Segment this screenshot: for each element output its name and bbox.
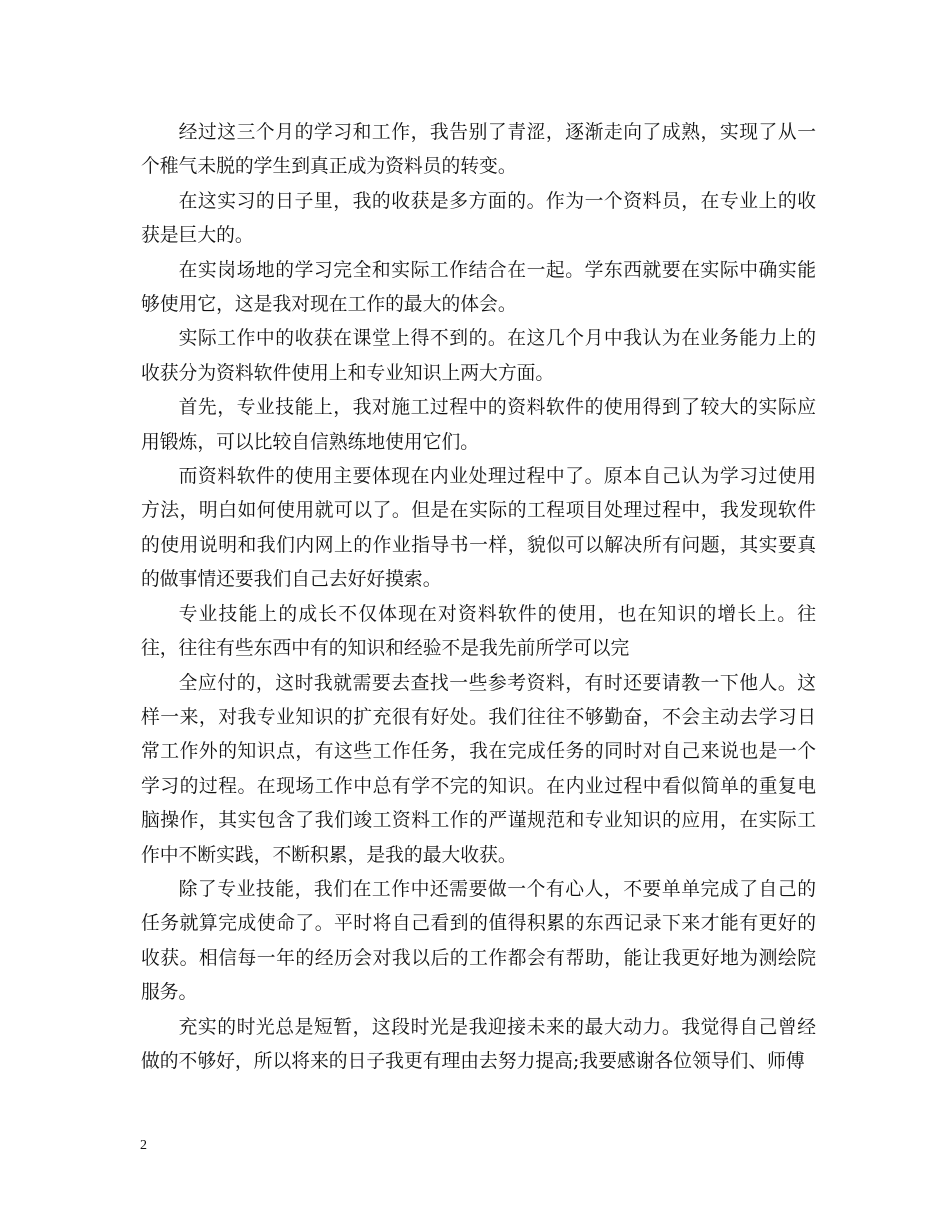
page-number: 2 <box>140 1138 147 1153</box>
paragraph: 除了专业技能，我们在工作中还需要做一个有心人，不要单单完成了自己的任务就算完成使命了。平时将自己看到的值得积累的东西记录下来才能有更好的收获。相信每一年的经历会对我以后的工作都会有帮助，能让我更好地为测绘院服务。 <box>141 878 816 1004</box>
paragraph: 在实岗场地的学习完全和实际工作结合在一起。学东西就要在实际中确实能够使用它，这是我对现在工作的最大的体会。 <box>141 259 816 316</box>
paragraph: 充实的时光总是短暂，这段时光是我迎接未来的最大动力。我觉得自己曾经做的不够好，所以将来的日子我更有理由去努力提高;我要感谢各位领导们、师傅 <box>141 1016 816 1072</box>
paragraph: 实际工作中的收获在课堂上得不到的。在这几个月中我认为在业务能力上的收获分为资料软件使用上和专业知识上两大方面。 <box>141 328 816 384</box>
paragraph: 经过这三个月的学习和工作，我告别了青涩，逐渐走向了成熟，实现了从一个稚气未脱的学生到真正成为资料员的转变。 <box>141 122 816 178</box>
paragraph: 首先，专业技能上，我对施工过程中的资料软件的使用得到了较大的实际应用锻炼，可以比较自信熟练地使用它们。 <box>141 397 816 453</box>
document-body <box>141 116 816 1079</box>
paragraph: 在这实习的日子里，我的收获是多方面的。作为一个资料员，在专业上的收获是巨大的。 <box>141 190 816 247</box>
paragraph: 而资料软件的使用主要体现在内业处理过程中了。原本自己认为学习过使用方法，明白如何使用就可以了。但是在实际的工程项目处理过程中，我发现软件的使用说明和我们内网上的作业指导书一样，貌似可以解决所有问题，其实要真的做事情还要我们自己去好好摸索。 <box>141 466 816 591</box>
paragraph: 全应付的，这时我就需要去查找一些参考资料，有时还要请教一下他人。这样一来，对我专业知识的扩充很有好处。我们往往不够勤奋，不会主动去学习日常工作外的知识点，有这些工作任务，我在完成任务的同时对自己来说也是一个学习的过程。在现场工作中总有学不完的知识。在内业过程中看似简单的重复电脑操作，其实包含了我们竣工资料工作的严谨规范和专业知识的应用，在实际工作中不断实践，不断积累，是我的最大收获。 <box>141 672 816 866</box>
paragraph: 专业技能上的成长不仅体现在对资料软件的使用，也在知识的增长上。往往，往往有些东西中有的知识和经验不是我先前所学可以完 <box>141 603 816 660</box>
